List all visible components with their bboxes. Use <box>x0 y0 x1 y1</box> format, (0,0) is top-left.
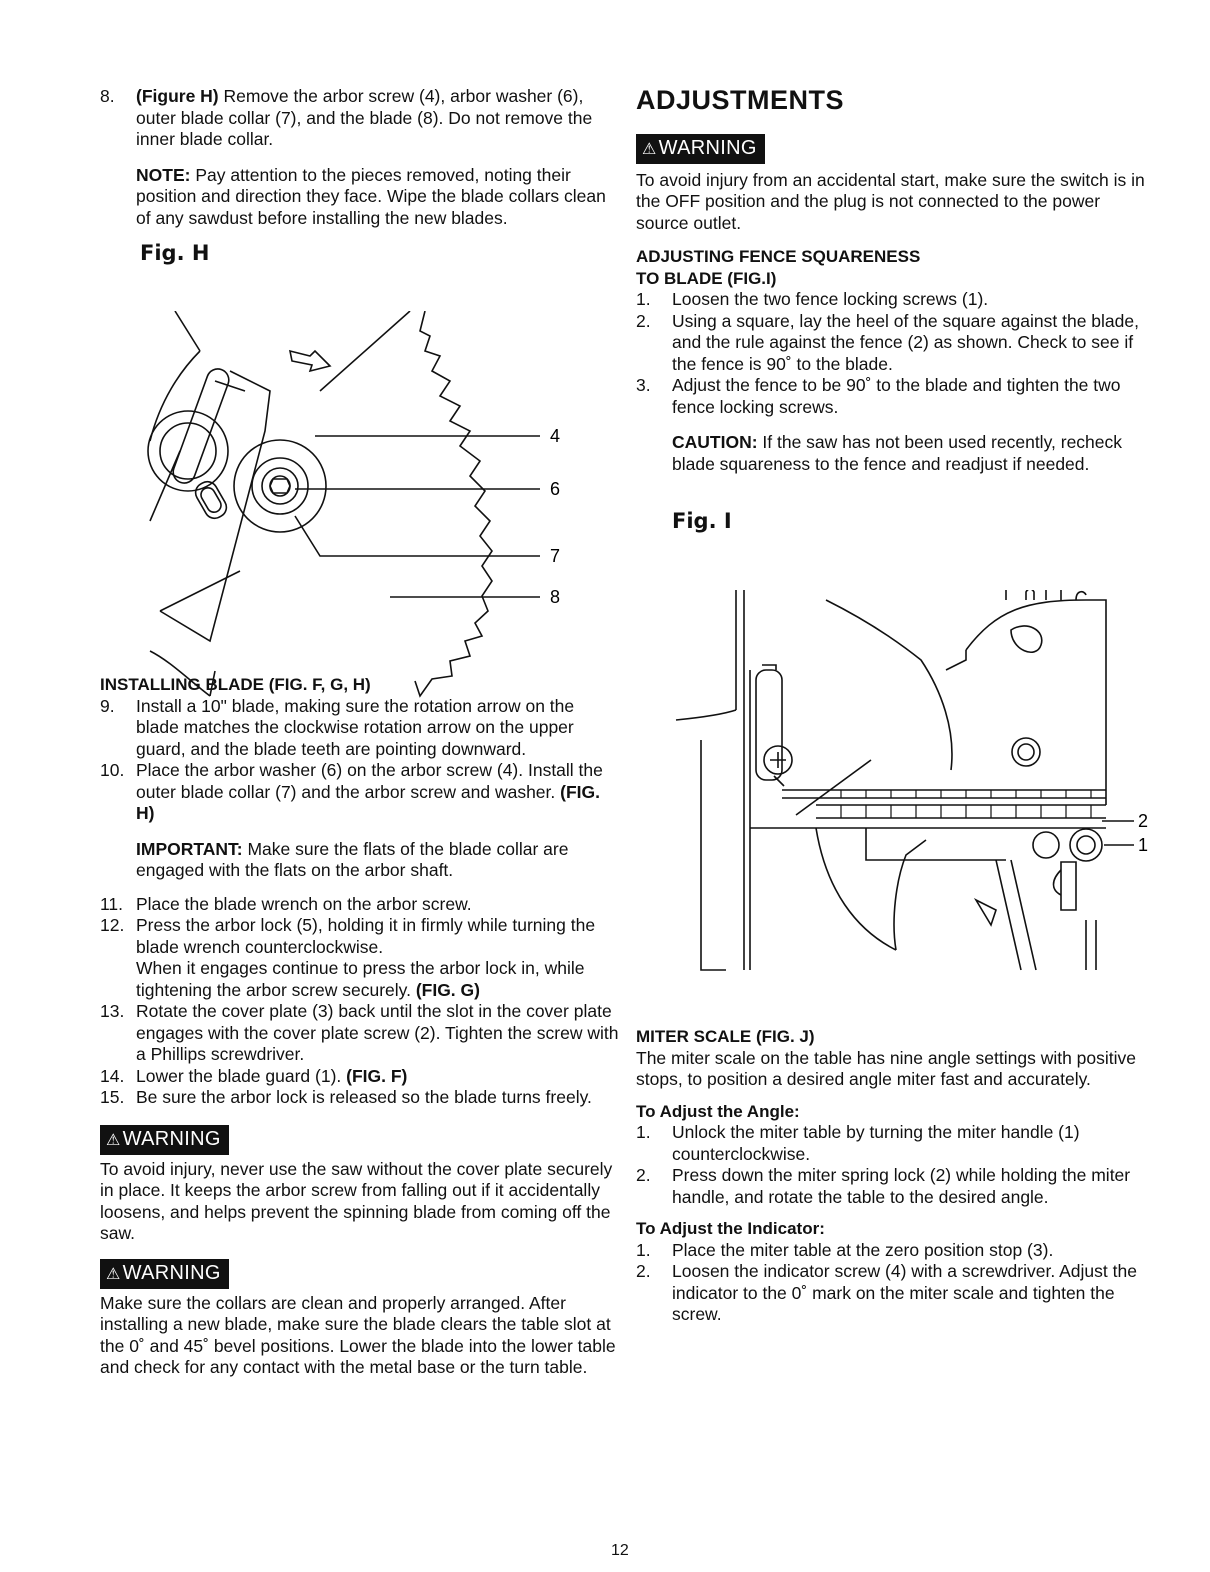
important-text: Make sure the flats of the blade collar are engaged with the flats on the arbor shaft. <box>136 838 569 880</box>
callout-8: 8 <box>550 587 561 607</box>
step-number: 1. <box>636 1122 651 1142</box>
warning-badge <box>636 134 765 164</box>
figure-ref: (FIG. G) <box>415 979 480 1000</box>
note-label: NOTE: <box>136 164 191 185</box>
fence-step-1 <box>636 289 1156 311</box>
step-number: 15. <box>100 1087 125 1107</box>
page-number: 12 <box>611 1542 629 1559</box>
step-number: 1. <box>636 289 651 309</box>
step-number: 1. <box>636 1239 651 1260</box>
step-text: Place the blade wrench on the arbor screw. <box>136 893 472 914</box>
step-text: Place the miter table at the zero position stop (3). <box>672 1239 1054 1260</box>
figure-ref: (FIG. F) <box>346 1065 408 1086</box>
note-8 <box>136 165 620 230</box>
step-number: 13. <box>100 1001 125 1021</box>
step-number: 12. <box>100 915 125 935</box>
installing-heading: INSTALLING BLADE (FIG. F, G, H) <box>100 675 371 694</box>
step-number: 14. <box>100 1065 125 1086</box>
warning-badge-label: WARNING <box>122 1127 221 1150</box>
step-15 <box>100 1087 620 1109</box>
callout-1: 1 <box>1138 835 1149 855</box>
caution-label: CAUTION: <box>672 432 758 452</box>
step-14 <box>100 1066 620 1088</box>
installing-section <box>100 674 620 1379</box>
figure-ref: (FIG. H) <box>136 781 600 823</box>
warning-text: To avoid injury from an accidental start, make sure the switch is in the OFF position and the plug is not connected to the power source outlet. <box>636 169 1145 233</box>
callout-6: 6 <box>550 479 561 499</box>
step-number: 10. <box>100 760 125 780</box>
step-text: Unlock the miter table by turning the miter handle (1) counterclockwise. <box>672 1122 1080 1164</box>
fence-step-2 <box>636 311 1156 376</box>
step-text <box>136 760 620 825</box>
step-9 <box>100 696 620 761</box>
step-10 <box>100 760 620 825</box>
fence-heading <box>636 246 1156 289</box>
step-text: Adjust the fence to be 90˚ to the blade and tighten the two fence locking screws. <box>672 375 1121 417</box>
step-number: 11. <box>100 893 124 914</box>
warning-triangle-icon: ⚠ <box>106 1131 121 1149</box>
angle-step-2 <box>636 1165 1156 1208</box>
step-text <box>136 1066 620 1088</box>
warning-text: Make sure the collars are clean and properly arranged. After installing a new blade, make sure the blade clears the table slot at the 0˚ and 45˚ bevel positions. Lower the blade into the lower table and check for any contact with the metal base or the turn table. <box>100 1292 616 1377</box>
step-number: 9. <box>100 695 115 716</box>
callout-4: 4 <box>550 426 561 446</box>
note-text: Pay attention to the pieces removed, noting their position and direction they face. Wipe the blade collars clean of any sawdust before installing the new blades. <box>136 164 606 228</box>
indicator-step-2 <box>636 1261 1156 1326</box>
indicator-step-1 <box>636 1240 1156 1262</box>
important-label: IMPORTANT: <box>136 838 243 859</box>
page-title: ADJUSTMENTS <box>636 85 845 115</box>
step-body: Press the arbor lock (5), holding it in firmly while turning the blade wrench counterclockwise. <box>136 915 596 957</box>
warning-triangle-icon: ⚠ <box>106 1265 121 1283</box>
callout-2: 2 <box>1138 811 1149 831</box>
step-12 <box>100 915 620 1001</box>
fig-h-illustration <box>120 311 590 711</box>
step-text <box>136 86 620 151</box>
warning-text: To avoid injury, never use the saw without the cover plate securely in place. It keeps the arbor screw from falling out if it accidentally loosens, and helps prevent the spinning blade from coming off the saw. <box>100 1158 613 1243</box>
step-body: Remove the arbor screw (4), arbor washer (6), outer blade collar (7), and the blade (8). Do not remove the inner blade collar. <box>136 86 593 149</box>
step-body: Place the arbor washer (6) on the arbor screw (4). Install the outer blade collar (7) and the arbor screw and washer. <box>136 760 603 802</box>
warning-badge-label: WARNING <box>122 1261 221 1284</box>
step-body-2: When it engages continue to press the arbor lock in, while tightening the arbor screw securely. <box>136 958 585 1000</box>
angle-heading: To Adjust the Angle: <box>636 1101 800 1121</box>
step-number: 2. <box>636 1165 651 1185</box>
step-text: Loosen the two fence locking screws (1). <box>672 289 989 309</box>
angle-step-1 <box>636 1122 1156 1165</box>
step-number: 3. <box>636 375 651 395</box>
step-text: Press down the miter spring lock (2) while holding the miter handle, and rotate the table to the desired angle. <box>672 1165 1131 1207</box>
miter-section <box>636 1026 1156 1326</box>
fence-step-3 <box>636 375 1156 418</box>
step-8 <box>100 86 620 151</box>
step-text: Be sure the arbor lock is released so the blade turns freely. <box>136 1087 592 1107</box>
warning-badge <box>100 1125 229 1155</box>
left-column <box>100 86 620 1377</box>
step-13 <box>100 1001 620 1066</box>
step-number: 8. <box>100 86 115 106</box>
step-text: Loosen the indicator screw (4) with a screwdriver. Adjust the indicator to the 0˚ mark on the miter scale and tighten the screw. <box>672 1261 1137 1324</box>
figure-ref: (Figure H) <box>136 86 219 106</box>
warning-block-1 <box>100 1125 620 1245</box>
step-11 <box>100 894 620 916</box>
warning-triangle-icon: ⚠ <box>642 140 657 158</box>
indicator-heading: To Adjust the Indicator: <box>636 1219 825 1238</box>
step-text <box>136 915 620 1001</box>
step-text: Rotate the cover plate (3) back until the slot in the cover plate engages with the cover plate screw (2). Tighten the screw with a Phillips screwdriver. <box>136 1001 619 1064</box>
warning-badge <box>100 1259 229 1289</box>
fig-i-illustration <box>666 590 1186 985</box>
fence-heading-line-2: TO BLADE (FIG.I) <box>636 268 777 288</box>
warning-block-2 <box>100 1259 620 1379</box>
right-column <box>636 85 1156 1324</box>
caution-text: If the saw has not been used recently, recheck blade squareness to the fence and readjust if needed. <box>672 432 1123 474</box>
warning-badge-label: WARNING <box>658 136 757 159</box>
step-body: Lower the blade guard (1). <box>136 1065 347 1086</box>
fence-heading-line-1: ADJUSTING FENCE SQUARENESS <box>636 247 921 266</box>
step-number: 2. <box>636 310 651 331</box>
miter-heading: MITER SCALE (FIG. J) <box>636 1027 815 1046</box>
step-text: Install a 10" blade, making sure the rotation arrow on the blade matches the clockwise rotation arrow on the upper guard, and the blade teeth are pointing downward. <box>136 695 575 759</box>
step-number: 2. <box>636 1261 651 1281</box>
miter-text: The miter scale on the table has nine angle settings with positive stops, to position a desired angle miter fast and accurately. <box>636 1047 1137 1089</box>
callout-7: 7 <box>550 546 561 566</box>
fig-i-label: Fig. I <box>672 509 732 533</box>
fig-h-label: Fig. H <box>140 241 210 265</box>
caution-note <box>672 432 1156 475</box>
important-note <box>136 839 620 882</box>
step-text: Using a square, lay the heel of the square against the blade, and the rule against the fence (2) as shown. Check to see if the fence is 90˚ to the blade. <box>672 310 1139 374</box>
